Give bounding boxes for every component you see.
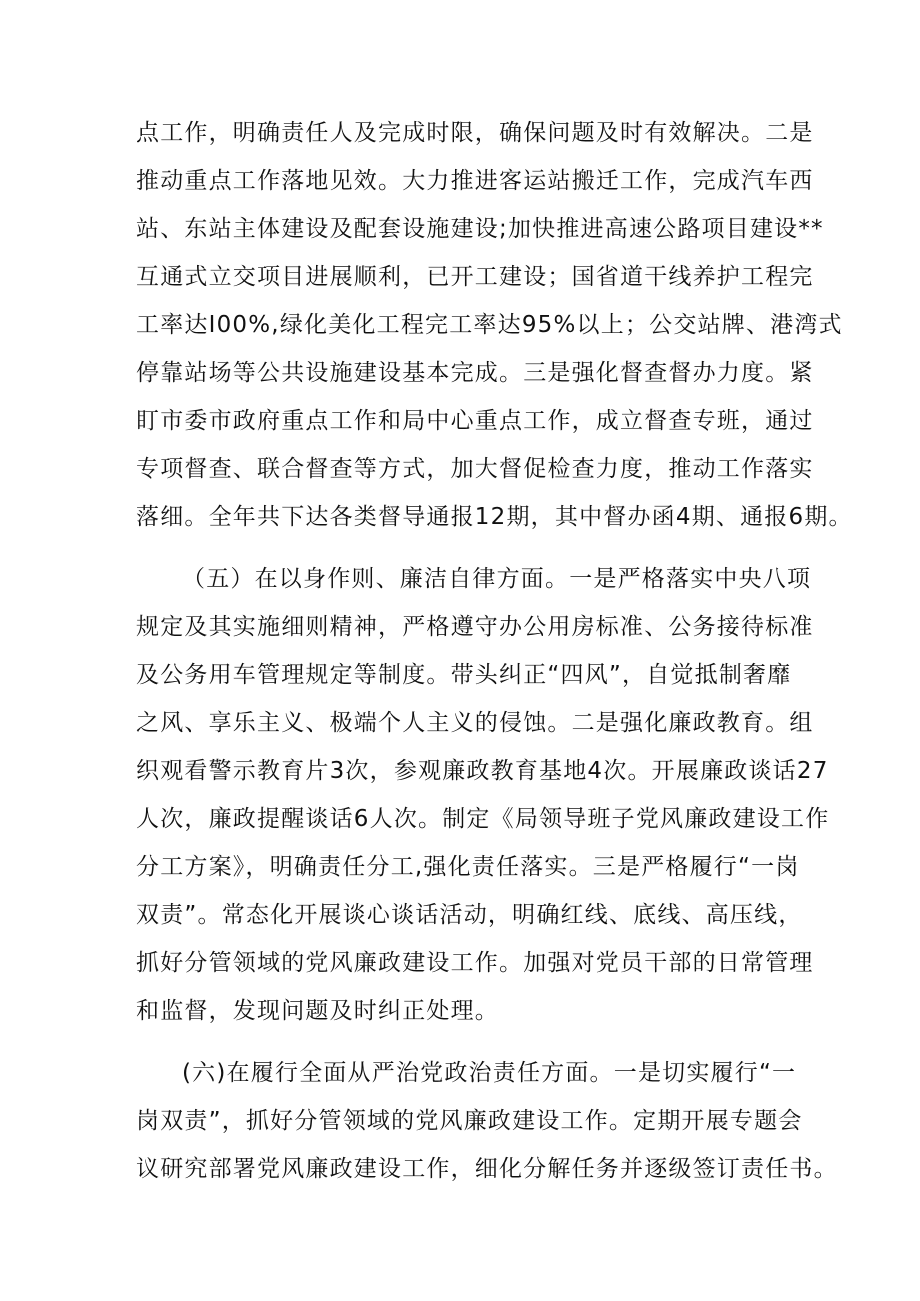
text-line: 织观看警示教育片3次，参观廉政教育基地4次。开展廉政谈话27 [136, 758, 829, 784]
text-line: 岗双责”，抓好分管领域的党风廉政建设工作。定期开展专题会 [136, 1108, 803, 1134]
text-line: 盯市委市政府重点工作和局中心重点工作，成立督查专班，通过 [136, 408, 814, 434]
text-line: (六)在履行全面从严治党政治责任方面。一是切实履行“一 [182, 1060, 797, 1086]
text-line: 互通式立交项目进展顺利，已开工建设；国省道干线养护工程完 [136, 264, 814, 290]
text-line: 站、东站主体建设及配套设施建设;加快推进高速公路项目建设** [136, 216, 824, 242]
text-line: 之风、享乐主义、极端个人主义的侵蚀。二是强化廉政教育。组 [136, 710, 814, 736]
text-line: 点工作，明确责任人及完成时限，确保问题及时有效解决。二是 [136, 120, 814, 146]
text-line: 推动重点工作落地见效。大力推进客运站搬迁工作，完成汽车西 [136, 168, 814, 194]
text-line: 工率达I00%,绿化美化工程完工率达95%以上；公交站牌、港湾式 [136, 312, 843, 338]
text-line: 专项督查、联合督查等方式，加大督促检查力度，推动工作落实 [136, 456, 814, 482]
text-line: 分工方案》，明确责任分工,强化责任落实。三是严格履行“一岗 [136, 854, 800, 880]
text-line: 停靠站场等公共设施建设基本完成。三是强化督查督办力度。紧 [136, 360, 814, 386]
text-line: 抓好分管领域的党风廉政建设工作。加强对党员干部的日常管理 [136, 950, 814, 976]
text-line: 双责”。常态化开展谈心谈话活动，明确红线、底线、高压线， [136, 902, 803, 928]
text-line: 落细。全年共下达各类督导通报12期，其中督办函4期、通报6期。 [136, 504, 853, 530]
text-line: 及公务用车管理规定等制度。带头纠正“四风”，自觉抵制奢靡 [136, 662, 792, 688]
text-line: （五）在以身作则、廉洁自律方面。一是严格落实中央八项 [182, 566, 812, 592]
text-line: 和监督，发现问题及时纠正处理。 [136, 998, 499, 1024]
text-line: 规定及其实施细则精神，严格遵守办公用房标准、公务接待标准 [136, 614, 814, 640]
text-line: 人次，廉政提醒谈话6人次。制定《局领导班子党风廉政建设工作 [136, 806, 830, 832]
text-line: 议研究部署党风廉政建设工作，细化分解任务并逐级签订责任书。 [136, 1156, 838, 1182]
